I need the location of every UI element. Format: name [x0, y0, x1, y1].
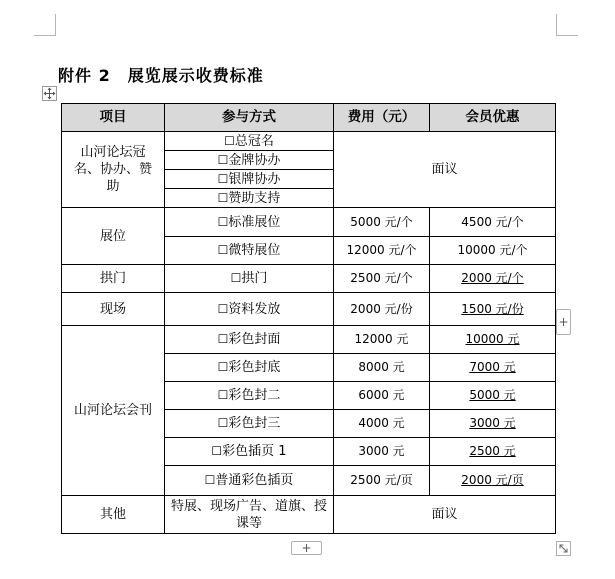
option-cell: ☐ 标准展位 — [165, 208, 334, 237]
member-fee-cell: 2000 元/页 — [430, 466, 556, 496]
checkbox-icon[interactable] — [218, 332, 229, 347]
add-column-button[interactable]: + — [556, 309, 571, 335]
table-row — [62, 265, 556, 293]
member-fee-cell: 2000 元/个 — [430, 265, 556, 293]
checkbox-icon[interactable] — [218, 388, 229, 403]
table-header-row — [62, 104, 556, 132]
fee-cell: 2500 元/页 — [334, 466, 430, 496]
fee-cell: 3000 元 — [334, 438, 430, 466]
header-item: 项目 — [62, 104, 165, 132]
item-cell-journal: 山河论坛会刊 — [62, 326, 165, 496]
member-fee-cell: 7000 元 — [430, 354, 556, 382]
option-cell: ☐ 拱门 — [165, 265, 334, 293]
fee-cell: 6000 元 — [334, 382, 430, 410]
checkbox-icon[interactable] — [218, 215, 229, 230]
checkbox-icon[interactable] — [224, 134, 235, 149]
page-corner-mark-top-left — [34, 14, 56, 36]
header-fee: 费用（元） — [334, 104, 430, 132]
fee-cell: 12000 元 — [334, 326, 430, 354]
member-fee-cell: 10000 元 — [430, 326, 556, 354]
checkbox-icon[interactable] — [218, 172, 229, 187]
item-cell-booth: 展位 — [62, 208, 165, 265]
checkbox-icon[interactable] — [211, 444, 222, 459]
option-cell: ☐ 微特展位 — [165, 237, 334, 265]
checkbox-icon[interactable] — [205, 473, 216, 488]
option-cell: ☐ 彩色插页 1 — [165, 438, 334, 466]
option-cell: ☐ 彩色封面 — [165, 326, 334, 354]
checkbox-icon[interactable] — [231, 271, 242, 286]
fee-cell: 4000 元 — [334, 410, 430, 438]
price-cell-negotiable: 面议 — [334, 132, 556, 208]
option-cell: ☐ 彩色封三 — [165, 410, 334, 438]
option-cell: ☐ 普通彩色插页 — [165, 466, 334, 496]
header-member-discount: 会员优惠 — [430, 104, 556, 132]
member-fee-cell: 5000 元 — [430, 382, 556, 410]
checkbox-icon[interactable] — [218, 191, 229, 206]
add-row-button[interactable]: + — [291, 541, 322, 555]
fee-cell: 2000 元/份 — [334, 293, 430, 326]
page-corner-mark-top-right — [556, 14, 578, 36]
checkbox-icon[interactable] — [218, 243, 229, 258]
option-cell: ☐ 赞助支持 — [165, 189, 334, 208]
document-title: 附件 2 展览展示收费标准 — [58, 66, 264, 85]
member-fee-cell: 10000 元/个 — [430, 237, 556, 265]
price-cell-negotiable: 面议 — [334, 496, 556, 534]
member-fee-cell: 1500 元/份 — [430, 293, 556, 326]
option-cell: ☐ 彩色封二 — [165, 382, 334, 410]
item-cell-onsite: 现场 — [62, 293, 165, 326]
member-fee-cell: 3000 元 — [430, 410, 556, 438]
option-cell: ☐ 金牌协办 — [165, 151, 334, 170]
checkbox-icon[interactable] — [218, 360, 229, 375]
checkbox-icon[interactable] — [218, 416, 229, 431]
fee-cell: 12000 元/个 — [334, 237, 430, 265]
table-resize-handle-icon[interactable] — [556, 541, 571, 556]
fee-cell: 2500 元/个 — [334, 265, 430, 293]
header-participation: 参与方式 — [165, 104, 334, 132]
option-cell: ☐ 银牌协办 — [165, 170, 334, 189]
table-row — [62, 293, 556, 326]
table-row — [62, 208, 556, 237]
checkbox-icon[interactable] — [218, 153, 229, 168]
option-cell: ☐ 资料发放 — [165, 293, 334, 326]
fee-cell: 8000 元 — [334, 354, 430, 382]
member-fee-cell: 2500 元 — [430, 438, 556, 466]
table-row — [62, 496, 556, 534]
member-fee-cell: 4500 元/个 — [430, 208, 556, 237]
item-cell-other: 其他 — [62, 496, 165, 534]
item-cell-sponsorship: 山河论坛冠名、协办、赞助 — [62, 132, 165, 208]
table-row — [62, 326, 556, 354]
option-cell: 特展、现场广告、道旗、授课等 — [165, 496, 334, 534]
option-cell: ☐ 总冠名 — [165, 132, 334, 151]
fee-cell: 5000 元/个 — [334, 208, 430, 237]
fee-schedule-table — [61, 103, 556, 534]
item-cell-arch: 拱门 — [62, 265, 165, 293]
table-row — [62, 132, 556, 151]
table-move-handle-icon[interactable] — [42, 86, 57, 101]
checkbox-icon[interactable] — [218, 302, 229, 317]
option-cell: ☐ 彩色封底 — [165, 354, 334, 382]
